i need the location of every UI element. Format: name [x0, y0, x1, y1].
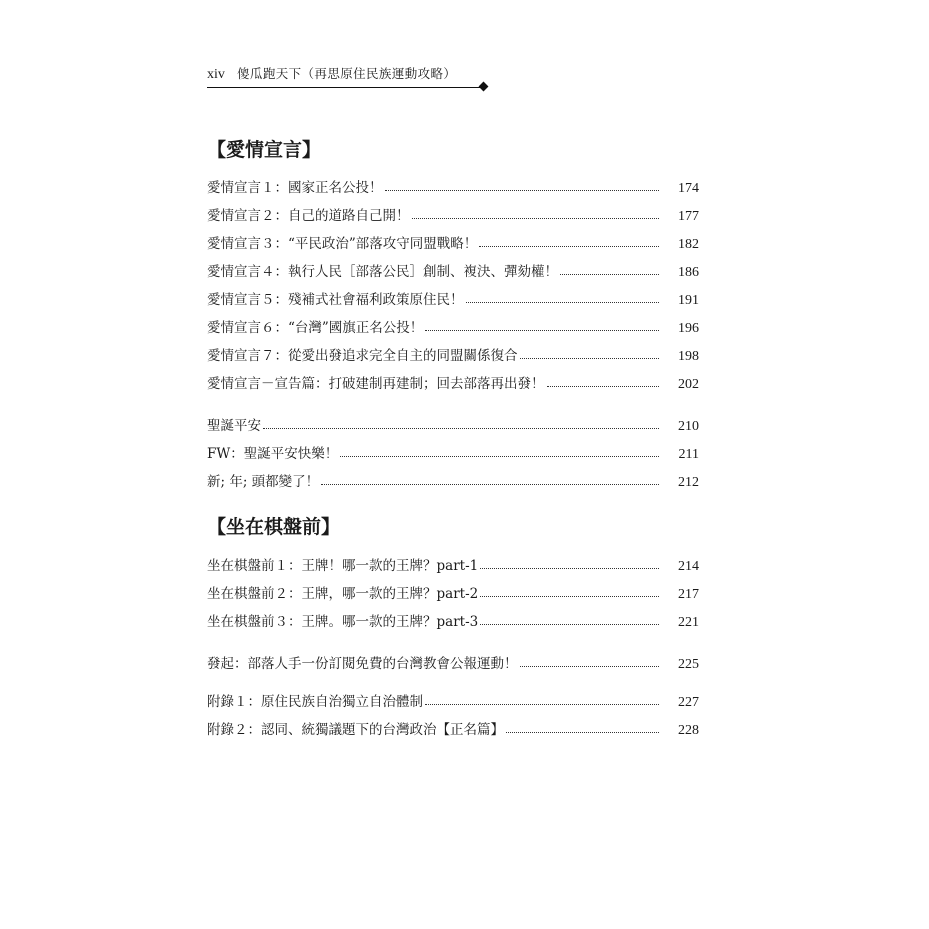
toc-entry-title: 附錄２：認同、統獨議題下的台灣政治【正名篇】 — [207, 722, 504, 738]
toc-entry-title: 愛情宣言３：“平民政治”部落攻守同盟戰略！ — [207, 236, 478, 252]
toc-entry-title: 愛情宣言１：國家正名公投！ — [207, 180, 383, 196]
toc-entry-title: 愛情宣言６：“台灣”國旗正名公投！ — [207, 320, 424, 336]
dot-leader — [340, 444, 659, 458]
dot-leader — [425, 318, 659, 332]
toc-entry-page: 211 — [678, 447, 699, 462]
toc-entry — [207, 580, 699, 608]
toc-entry-page: 186 — [678, 265, 699, 280]
toc-entry-title: 愛情宣言４：執行人民［部落公民］創制、複決、彈劾權！ — [207, 264, 558, 280]
dot-leader — [480, 612, 659, 626]
toc-entry — [207, 370, 699, 398]
toc-group-initiative — [207, 650, 699, 678]
toc-entry — [207, 202, 699, 230]
toc-entry — [207, 440, 699, 468]
dot-leader — [385, 178, 660, 192]
toc-entry — [207, 468, 699, 496]
toc-entry-title: 坐在棋盤前３：王牌。哪一款的王牌？part-3 — [207, 614, 479, 630]
toc-entry-page: 210 — [678, 419, 699, 434]
toc-entry — [207, 342, 699, 370]
toc-group-appendix — [207, 688, 699, 744]
toc-entry-title: 聖誕平安 — [207, 418, 261, 434]
toc-entry-title: 新; 年; 頭都變了！ — [207, 474, 320, 490]
toc-entry-page: 212 — [678, 475, 699, 490]
toc-entry — [207, 688, 699, 716]
dot-leader — [479, 234, 659, 248]
dot-leader — [506, 720, 659, 734]
toc-entry — [207, 552, 699, 580]
toc-entry — [207, 286, 699, 314]
toc-entry — [207, 230, 699, 258]
page-number: xiv — [207, 67, 225, 82]
header-rule — [207, 87, 483, 88]
toc-entry-page: 182 — [678, 237, 699, 252]
toc-entry-title: 愛情宣言－宣告篇：打破建制再建制；回去部落再出發！ — [207, 376, 545, 392]
toc-group-christmas — [207, 412, 699, 496]
dot-leader — [547, 374, 660, 388]
section-title-chessboard: 【坐在棋盤前】 — [207, 516, 341, 538]
toc-group-love-declarations — [207, 174, 699, 398]
toc-entry — [207, 174, 699, 202]
section-title-love-declaration: 【愛情宣言】 — [207, 139, 322, 161]
toc-entry — [207, 258, 699, 286]
toc-entry-title: 坐在棋盤前１：王牌！哪一款的王牌？part-1 — [207, 558, 479, 574]
toc-entry — [207, 716, 699, 744]
toc-entry-title: 附錄１：原住民族自治獨立自治體制 — [207, 694, 423, 710]
dot-leader — [412, 206, 660, 220]
dot-leader — [480, 556, 659, 570]
toc-entry-page: 191 — [678, 293, 699, 308]
toc-entry-page: 177 — [678, 209, 699, 224]
dot-leader — [480, 584, 659, 598]
dot-leader — [560, 262, 659, 276]
dot-leader — [520, 346, 660, 360]
dot-leader — [321, 472, 659, 486]
book-title: 傻瓜跑天下（再思原住民族運動攻略） — [237, 66, 457, 81]
running-header — [207, 66, 489, 86]
toc-entry — [207, 608, 699, 636]
toc-group-chessboard — [207, 552, 699, 636]
toc-entry-title: 愛情宣言２：自己的道路自己開！ — [207, 208, 410, 224]
dot-leader — [520, 654, 660, 668]
toc-entry-page: 228 — [678, 723, 699, 738]
toc-entry-title: FW：聖誕平安快樂！ — [207, 446, 339, 462]
toc-entry-title: 愛情宣言７：從愛出發追求完全自主的同盟關係復合 — [207, 348, 518, 364]
toc-entry-page: 202 — [678, 377, 699, 392]
toc-entry — [207, 314, 699, 342]
toc-entry-page: 227 — [678, 695, 699, 710]
toc-entry — [207, 650, 699, 678]
toc-entry-title: 發起：部落人手一份訂閱免費的台灣教會公報運動！ — [207, 656, 518, 672]
dot-leader — [263, 416, 659, 430]
toc-entry-title: 愛情宣言５：殘補式社會福利政策原住民！ — [207, 292, 464, 308]
toc-entry-page: 217 — [678, 587, 699, 602]
dot-leader — [466, 290, 660, 304]
toc-entry-page: 174 — [678, 181, 699, 196]
toc-entry-title: 坐在棋盤前２：王牌，哪一款的王牌？part-2 — [207, 586, 479, 602]
toc-entry — [207, 412, 699, 440]
toc-entry-page: 196 — [678, 321, 699, 336]
toc-entry-page: 221 — [678, 615, 699, 630]
toc-entry-page: 214 — [678, 559, 699, 574]
toc-entry-page: 225 — [678, 657, 699, 672]
dot-leader — [425, 692, 659, 706]
toc-entry-page: 198 — [678, 349, 699, 364]
